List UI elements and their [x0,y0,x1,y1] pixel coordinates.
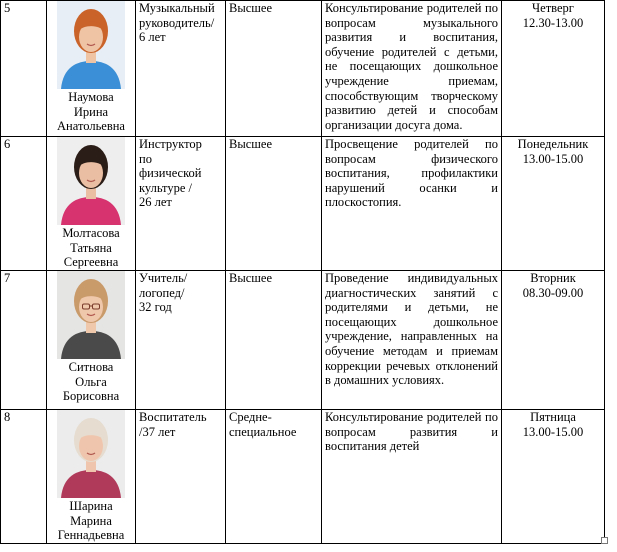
consultation-description: Просвещение родителей по вопросам физического воспитания, профилактики нарушений осанки и плоскостопия. [325,137,498,210]
position-line: культуре / [139,180,193,195]
education-level: Средне-специальное [229,410,297,439]
person-name-line: Геннадьевна [57,528,125,543]
schedule-time: 13.00-15.00 [522,151,584,166]
row-number: 8 [4,410,11,424]
schedule-time: 13.00-15.00 [522,424,584,439]
position-cell [136,410,226,544]
photo-name-cell [47,1,136,137]
education-cell [226,271,322,410]
position-line: по [139,151,152,166]
person-name-line: Борисовна [62,389,120,404]
row-number-cell [1,410,47,544]
consultation-description-cell [322,410,502,544]
education-level: Высшее [229,271,273,285]
person-name-line: Ольга [75,374,107,389]
person-name-line: Молтасова [62,226,120,240]
education-cell [226,1,322,137]
position-line: Инструктор [139,137,202,151]
schedule-cell [502,1,605,137]
position-line: руководитель/ [139,15,215,30]
education-level: Высшее [229,137,273,151]
consultation-description-cell [322,1,502,137]
table-resize-handle[interactable] [601,537,608,544]
education-cell [226,137,322,271]
position-line: 6 лет [139,30,166,45]
position-line: физической [139,166,202,181]
person-name-line: Анатольевна [57,119,125,134]
education-level: Высшее [229,1,273,15]
photo-name-cell [47,410,136,544]
schedule-day: Понедельник [517,137,589,151]
photo-name-cell [47,271,136,410]
table-row [1,410,605,544]
row-number-cell [1,271,47,410]
position-line: Учитель/ [139,271,188,285]
row-number-cell [1,137,47,271]
schedule-cell [502,271,605,410]
table-row [1,137,605,271]
schedule-day: Вторник [530,271,576,285]
schedule-cell [502,137,605,271]
position-line: Воспитатель [139,410,207,424]
position-line: /37 лет [139,424,176,439]
schedule-day: Пятница [530,410,576,424]
position-line: логопед/ [139,285,185,300]
row-number: 5 [4,1,11,15]
position-line: 26 лет [139,195,172,210]
position-cell [136,137,226,271]
schedule-time: 08.30-09.00 [522,285,584,300]
row-number: 7 [4,271,11,285]
position-line: 32 год [139,300,172,315]
staff-table-body [1,1,605,544]
row-number-cell [1,1,47,137]
portrait-photo [57,1,125,89]
portrait-photo [57,137,125,225]
table-row [1,271,605,410]
education-cell [226,410,322,544]
schedule-day: Четверг [532,1,574,15]
row-number: 6 [4,137,11,151]
person-name-line: Ситнова [68,360,114,374]
position-cell [136,271,226,410]
consultation-description-cell [322,271,502,410]
person-name-line: Сергеевна [63,255,119,270]
table-row [1,1,605,137]
schedule-time: 12.30-13.00 [522,15,584,30]
position-line: Музыкальный [139,1,215,15]
portrait-photo [57,410,125,498]
person-name-line: Ирина [73,104,109,119]
consultation-description: Консультирование родителей по вопросам музыкального развития и воспитания, обучение родителей с детьми, не посещающих дошкольное учреждение приемам, способствующим творческому развитию детей и способам организации досуга дома. [325,1,498,132]
person-name-line: Шарина [69,499,113,513]
photo-name-cell [47,137,136,271]
consultation-description: Проведение индивидуальных диагностических занятий с родителями и детьми, не посещающих дошкольное учреждение, направленных на обучение методам и приемам коррекции речевых отклонений в домашних условиях. [325,271,498,388]
position-cell [136,1,226,137]
person-name-line: Наумова [68,90,114,104]
consultation-description: Консультирование родителей по вопросам развития и воспитания детей [325,410,498,454]
consultation-description-cell [322,137,502,271]
portrait-photo [57,271,125,359]
person-name-line: Марина [70,513,112,528]
person-name-line: Татьяна [70,240,112,255]
schedule-cell [502,410,605,544]
